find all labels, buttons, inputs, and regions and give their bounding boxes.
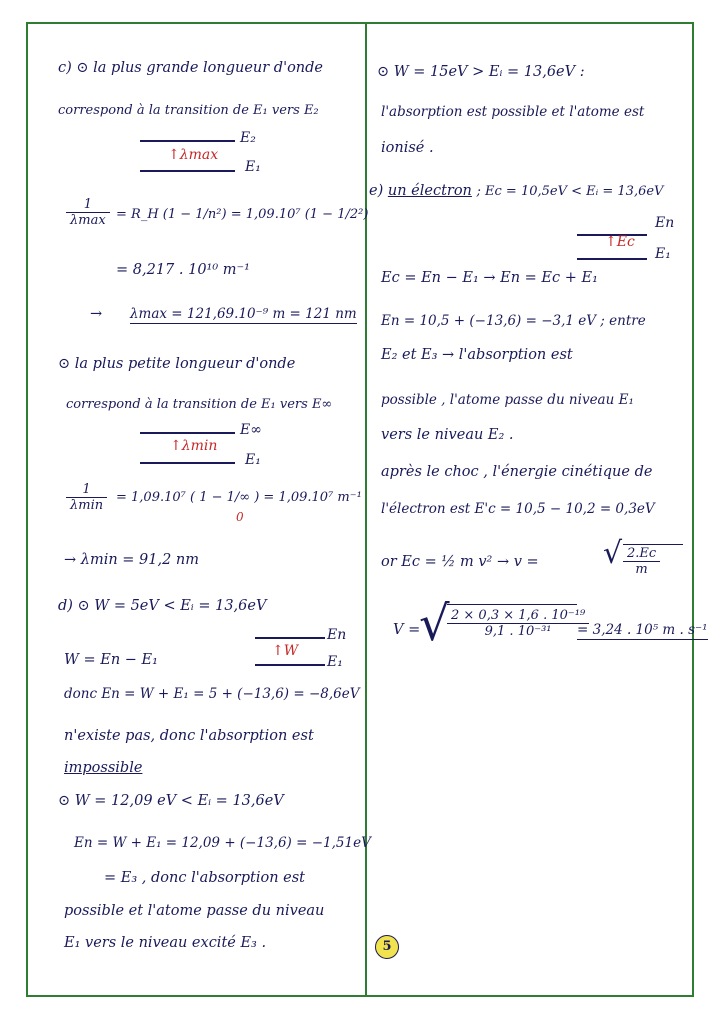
- e-label: e): [369, 183, 384, 199]
- c2-eq2: → λmin = 91,2 nm: [64, 552, 200, 568]
- e-heading: [369, 183, 663, 199]
- d-eq2: donc En = W + E₁ = 5 + (−13,6) = −8,6eV: [64, 686, 360, 702]
- fraction-numerator: 1: [66, 197, 110, 213]
- transition-arrow: ↑λmin: [170, 438, 218, 454]
- fraction-velocity: [447, 608, 589, 639]
- e-eq9: V =: [393, 622, 421, 638]
- level-label-bottom: E₁: [327, 654, 343, 670]
- transition-arrow: ↑W: [272, 643, 299, 659]
- fraction-lambda-max: [66, 197, 110, 228]
- sqrt-bar: [447, 604, 577, 605]
- e-eq7: l'électron est E'c = 10,5 − 10,2 = 0,3eV: [381, 501, 655, 517]
- sqrt-bar: [623, 544, 683, 545]
- d-eq4: impossible: [64, 760, 143, 776]
- fraction-numerator: 2 × 0,3 × 1,6 . 10⁻¹⁹: [447, 608, 589, 624]
- c-line2: correspond à la transition de E₁ vers E₂: [58, 103, 319, 118]
- d-eq3: n'existe pas, donc l'absorption est: [64, 728, 314, 744]
- d2-heading: ⊙ W = 12,09 eV < Eᵢ = 13,6eV: [58, 793, 284, 809]
- fraction-numerator: 1: [66, 482, 107, 498]
- c-eq1: = R_H (1 − 1/n²) = 1,09.10⁷ (1 − 1/2²): [116, 207, 369, 222]
- e-condition: ; Ec = 10,5eV < Eᵢ = 13,6eV: [476, 184, 664, 199]
- level-label-top: En: [655, 215, 675, 231]
- level-line-top: [140, 140, 235, 142]
- d2-eq2: = E₃ , donc l'absorption est: [104, 870, 305, 886]
- level-line-bottom: [577, 258, 647, 260]
- d2-eq3: possible et l'atome passe du niveau: [64, 903, 325, 919]
- level-label-bottom: E₁: [245, 159, 261, 175]
- transition-arrow: ↑λmax: [168, 147, 219, 163]
- sqrt-sign: √: [603, 536, 623, 571]
- level-line-top: [255, 637, 325, 639]
- level-line-top: [140, 432, 235, 434]
- level-label-top: En: [327, 627, 347, 643]
- e-underlined: un électron: [387, 183, 472, 199]
- r-line2: l'absorption est possible et l'atome est: [381, 104, 645, 120]
- c2-line2: correspond à la transition de E₁ vers E∞: [66, 397, 333, 412]
- level-line-bottom: [255, 664, 325, 666]
- c-heading: c) ⊙ la plus grande longueur d'onde: [58, 60, 324, 76]
- c2-eq1: = 1,09.10⁷ ( 1 − 1/∞ ) = 1,09.10⁷ m⁻¹: [116, 490, 362, 505]
- e-eq3: E₂ et E₃ → l'absorption est: [381, 347, 573, 363]
- d-heading: d) ⊙ W = 5eV < Eᵢ = 13,6eV: [58, 598, 267, 614]
- level-line-bottom: [140, 462, 235, 464]
- c-eq2: = 8,217 . 10¹⁰ m⁻¹: [116, 262, 250, 278]
- fraction-lambda-min: [66, 482, 107, 513]
- fraction-ec-over-m: [623, 546, 660, 577]
- r-heading: ⊙ W = 15eV > Eᵢ = 13,6eV :: [377, 64, 585, 80]
- transition-arrow: ↑Ec: [605, 234, 635, 250]
- page-number-badge: 5: [375, 935, 399, 959]
- c-eq3-result: λmax = 121,69.10⁻⁹ m = 121 nm: [130, 306, 357, 322]
- fraction-denominator: λmax: [70, 213, 106, 228]
- level-label-top: E∞: [240, 422, 262, 438]
- fraction-denominator: λmin: [70, 498, 104, 513]
- e-eq5: vers le niveau E₂ .: [381, 427, 514, 443]
- e-eq9-result: = 3,24 . 10⁵ m . s⁻¹: [577, 622, 708, 638]
- d-eq1: W = En − E₁: [64, 652, 158, 668]
- e-eq2: En = 10,5 + (−13,6) = −3,1 eV ; entre: [381, 313, 646, 329]
- d2-eq1: En = W + E₁ = 12,09 + (−13,6) = −1,51eV: [74, 835, 371, 851]
- d2-eq4: E₁ vers le niveau excité E₃ .: [64, 935, 267, 951]
- sqrt-sign: √: [419, 596, 450, 652]
- fraction-numerator: 2.Ec: [623, 546, 660, 562]
- level-label-bottom: E₁: [245, 452, 261, 468]
- e-eq4: possible , l'atome passe du niveau E₁: [381, 392, 634, 408]
- fraction-denominator: 9,1 . 10⁻³¹: [484, 624, 552, 639]
- level-label-bottom: E₁: [655, 246, 671, 262]
- c-eq3-arrow: →: [90, 306, 103, 322]
- e-eq6: après le choc , l'énergie cinétique de: [381, 464, 653, 480]
- level-label-top: E₂: [240, 130, 256, 146]
- c2-zero-annotation: 0: [236, 510, 244, 524]
- c2-heading: ⊙ la plus petite longueur d'onde: [58, 356, 296, 372]
- r-line3: ionisé .: [381, 140, 434, 156]
- e-eq8: or Ec = ½ m v² → v =: [381, 554, 539, 570]
- level-line-bottom: [140, 170, 235, 172]
- fraction-denominator: m: [635, 562, 648, 577]
- e-eq1: Ec = En − E₁ → En = Ec + E₁: [381, 270, 598, 286]
